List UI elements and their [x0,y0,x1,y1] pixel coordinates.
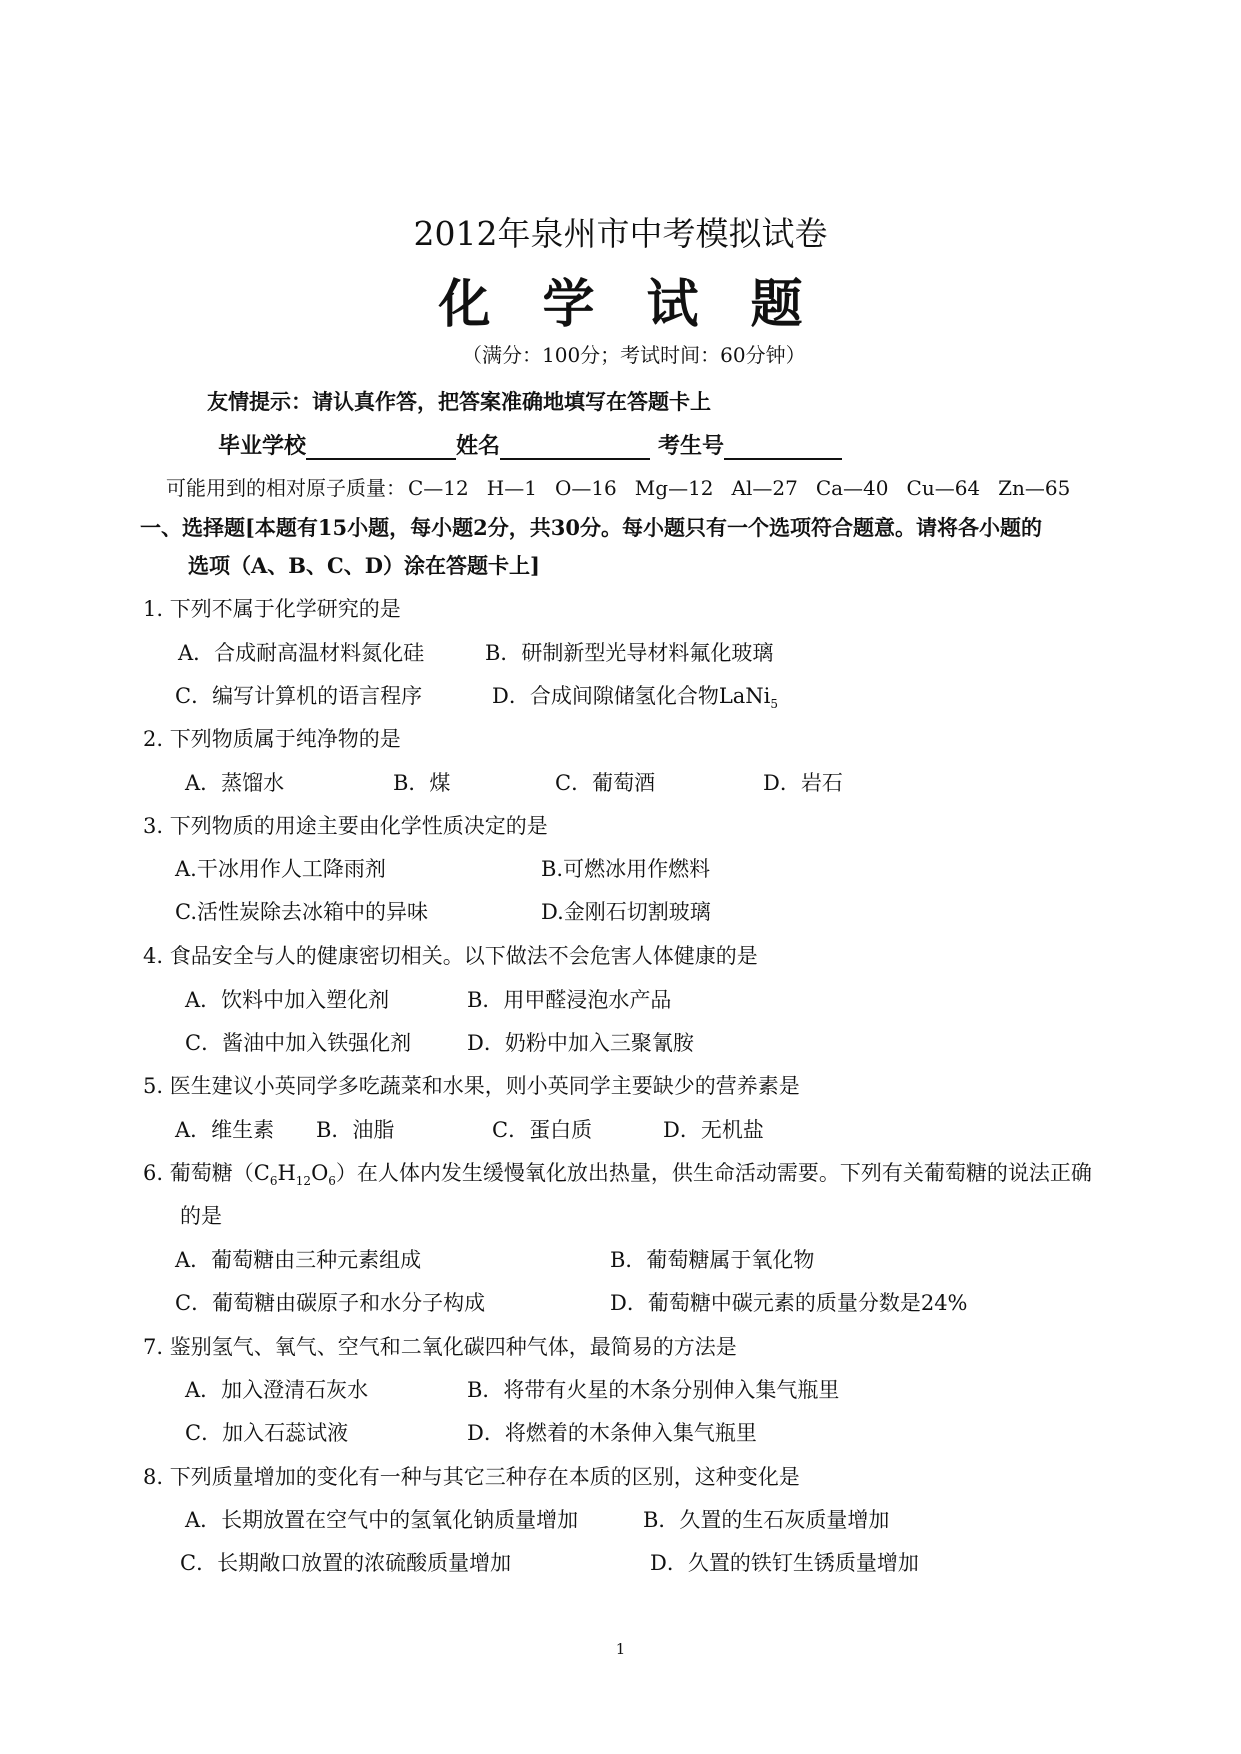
option-b[interactable]: B．用甲醛浸泡水产品 [467,988,672,1012]
question-stem: 医生建议小英同学多吃蔬菜和水果，则小英同学主要缺少的营养素是 [169,1074,800,1098]
option-a[interactable]: A．饮料中加入塑化剂 [185,988,390,1012]
option-d[interactable]: D．葡萄糖中碳元素的质量分数是24% [610,1291,968,1315]
option-c[interactable]: C．葡萄糖由碳原子和水分子构成 [175,1291,486,1315]
mass-item: O—16 [554,476,617,500]
option-d[interactable]: D．岩石 [763,771,843,795]
question-number: 7. [143,1335,164,1359]
name-label: 姓名 [456,433,501,459]
question-5 [143,1070,800,1100]
question-stem: 下列质量增加的变化有一种与其它三种存在本质的区别，这种变化是 [169,1465,800,1489]
subscript: 5 [770,697,779,712]
question-number: 3. [143,814,164,838]
section-heading: 一、选择题[本题有15小题，每小题2分，共30分。每小题只有一个选项符合题意。请将各小题的 [140,515,1042,540]
question-stem-cont: 在人体内发生缓慢氧化放出热量，供生命活动需要。下列有关葡萄糖的说法正确 [356,1161,1092,1185]
option-b[interactable]: B．将带有火星的木条分别伸入集气瓶里 [467,1378,840,1402]
question-number: 1. [143,597,164,621]
option-d[interactable]: D．无机盐 [663,1118,764,1142]
mass-item: Zn—65 [998,476,1071,500]
option-a[interactable]: A．维生素 [175,1118,275,1142]
option-c[interactable]: C．酱油中加入铁强化剂 [185,1031,412,1055]
subscript: 6 [269,1174,278,1189]
question-stem: 下列物质属于纯净物的是 [169,727,401,751]
school-label: 毕业学校 [218,433,307,459]
option-b[interactable]: B．研制新型光导材料氟化玻璃 [485,641,774,665]
option-d[interactable]: D．奶粉中加入三聚氰胺 [467,1031,694,1055]
id-blank[interactable] [724,434,842,460]
mass-item: Mg—12 [634,476,714,500]
formula-part: H [277,1161,296,1185]
mass-item: H—1 [486,476,537,500]
option-text: D．合成间隙储氢化合物LaNi [492,684,771,708]
mass-item: Al—27 [731,476,798,500]
question-stem: 鉴别氢气、氧气、空气和二氧化碳四种气体，最简易的方法是 [169,1335,737,1359]
question-7 [143,1331,737,1361]
option-a[interactable]: A.干冰用作人工降雨剂 [175,857,386,881]
subscript: 12 [295,1174,312,1189]
exam-note: （满分：100分；考试时间：60分钟） [462,343,806,367]
atomic-masses [166,472,1088,501]
question-number: 2. [143,727,164,751]
question-4 [143,940,758,970]
option-a[interactable]: A．加入澄清石灰水 [185,1378,369,1402]
subject-title: 化学试题 [438,274,855,335]
option-b[interactable]: B．久置的生石灰质量增加 [643,1508,890,1532]
question-8 [143,1461,800,1491]
formula-part: ） [335,1161,357,1185]
question-stem: 下列不属于化学研究的是 [169,597,401,621]
option-c[interactable]: C．编写计算机的语言程序 [175,684,423,708]
option-a[interactable]: A．合成耐高温材料氮化硅 [178,641,425,665]
subscript: 6 [328,1174,336,1189]
option-c[interactable]: C．葡萄酒 [555,771,656,795]
option-b[interactable]: B．葡萄糖属于氧化物 [610,1248,815,1272]
id-label: 考生号 [658,433,725,459]
option-d[interactable]: D.金刚石切割玻璃 [541,900,711,924]
option-a[interactable]: A．葡萄糖由三种元素组成 [175,1248,422,1272]
exam-title: 2012年泉州市中考模拟试卷 [413,214,828,253]
option-c[interactable]: C.活性炭除去冰箱中的异味 [175,900,428,924]
mass-item: Ca—40 [815,476,889,500]
atomic-masses-label: 可能用到的相对原子质量： [166,476,406,500]
question-stem: 下列物质的用途主要由化学性质决定的是 [169,814,548,838]
option-a[interactable]: A．蒸馏水 [185,771,285,795]
option-b[interactable]: B.可燃冰用作燃料 [541,857,711,881]
question-1 [143,593,401,623]
question-number: 6. [143,1161,164,1185]
option-c[interactable]: C．长期敞口放置的浓硫酸质量增加 [180,1551,512,1575]
option-d[interactable] [492,680,778,711]
question-number: 8. [143,1465,164,1489]
question-6-line2: 的是 [180,1204,222,1228]
question-number: 4. [143,944,164,968]
question-stem: 葡萄糖（C [169,1161,270,1185]
question-6 [143,1157,1092,1188]
page-number: 1 [615,1640,626,1658]
mass-item: Cu—64 [906,476,981,500]
formula-part: O [311,1161,329,1185]
school-blank[interactable] [306,434,456,460]
option-c[interactable]: C．加入石蕊试液 [185,1421,349,1445]
question-number: 5. [143,1074,164,1098]
section-heading-cont: 选项（A、B、C、D）涂在答题卡上] [188,553,540,578]
mass-item: C—12 [408,476,469,500]
option-a[interactable]: A．长期放置在空气中的氢氧化钠质量增加 [185,1508,579,1532]
option-b[interactable]: B．煤 [393,771,451,795]
question-3 [143,810,548,840]
friendly-tip: 友情提示：请认真作答，把答案准确地填写在答题卡上 [207,389,711,414]
option-d[interactable]: D．将燃着的木条伸入集气瓶里 [467,1421,757,1445]
question-stem: 食品安全与人的健康密切相关。以下做法不会危害人体健康的是 [169,944,758,968]
option-d[interactable]: D．久置的铁钉生锈质量增加 [650,1551,919,1575]
option-c[interactable]: C．蛋白质 [492,1118,593,1142]
question-2 [143,723,401,753]
student-info-line [218,429,842,460]
option-b[interactable]: B．油脂 [316,1118,395,1142]
name-blank[interactable] [500,434,650,460]
